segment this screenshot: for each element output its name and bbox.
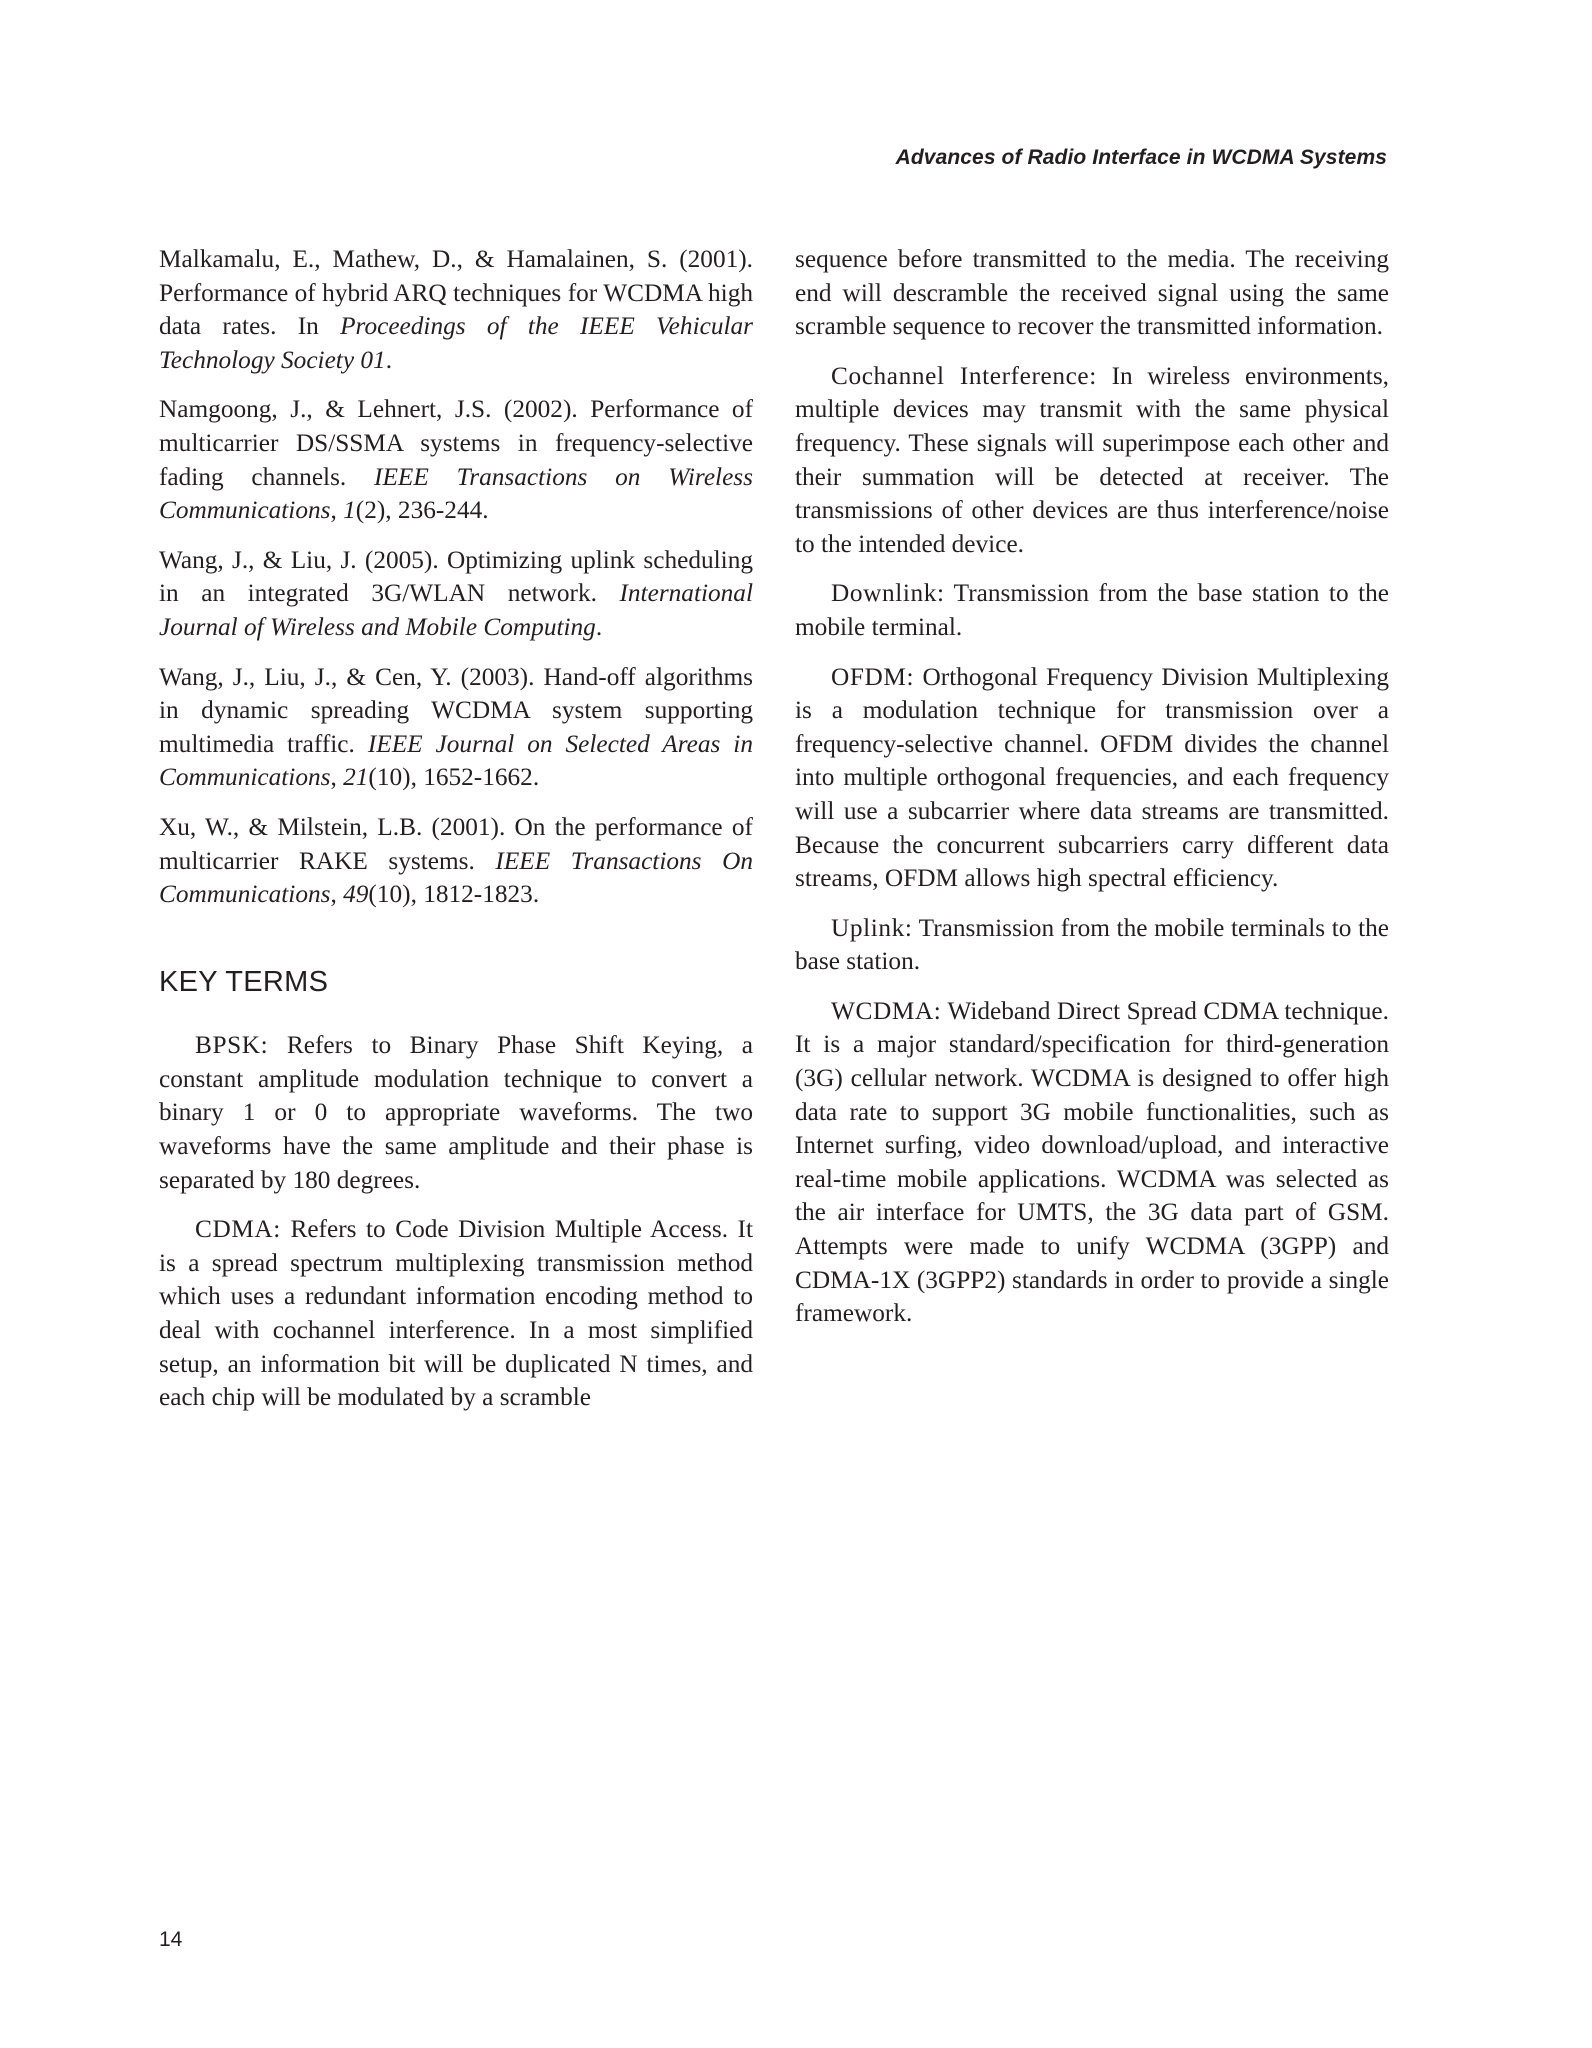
- term-definition: Wideband Direct Spread CDMA technique. It is a major standard/specification for third-generation (3G) cellular network. WCDMA is designed to offer high data rate to support 3G mobile functionalities, such as Internet surfing, video download/upload, and interactive real-time mobile applications. WCDMA was selected as the air interface for UMTS, the 3G data part of GSM. Attempts were made to unify WCDMA (3GPP) and CDMA-1X (3GPP2) standards in order to provide a single framework.: [795, 996, 1389, 1328]
- reference-source: International Journal of Wireless and Mobile Computing: [159, 579, 753, 641]
- reference-source: Proceedings of the IEEE Vehicular Technology Society 01: [159, 312, 753, 374]
- reference-source: IEEE Transactions on Wireless Communications: [159, 462, 753, 525]
- term-name: CDMA:: [195, 1215, 281, 1244]
- reference-item: [159, 544, 753, 645]
- term-name: Uplink:: [831, 913, 913, 942]
- term-definition: Refers to Code Division Multiple Access. It is a spread spectrum multiplexing transmission method which uses a redundant information encoding method to deal with cochannel interference. In a most simplified setup, an information bit will be duplicated N times, and each chip will be modulated by a scramble: [159, 1215, 753, 1412]
- term-ofdm: [795, 661, 1389, 896]
- reference-tail: .: [595, 612, 603, 641]
- term-definition: Orthogonal Frequency Division Multiplexing is a modulation technique for transmission over a frequency-selective channel. OFDM divides the channel into multiple orthogonal frequencies, and each frequency will use a subcarrier where data streams are transmitted. Because the concurrent subcarriers carry different data streams, OFDM allows high spectral efficiency.: [795, 662, 1389, 893]
- reference-sep: ,: [330, 880, 344, 909]
- term-name: BPSK:: [195, 1031, 269, 1060]
- term-name: Cochannel Interference:: [831, 361, 1097, 390]
- term-cdma-continuation: sequence before transmitted to the media. The receiving end will descramble the received signal using the same scramble sequence to recover the transmitted information.: [795, 245, 1389, 341]
- reference-item: [159, 243, 753, 377]
- reference-text: Wang, J., Liu, J., & Cen, Y. (2003). Hand-off algorithms in dynamic spreading WCDMA system supporting multimedia traffic.: [159, 662, 753, 758]
- term-definition: In wireless environments, multiple devices may transmit with the same physical frequency. These signals will superimpose each other and their summation will be detected at receiver. The transmissions of other devices are thus interference/noise to the intended device.: [795, 361, 1390, 558]
- reference-item: [159, 393, 753, 527]
- term-name: OFDM:: [831, 662, 915, 691]
- term-uplink: [795, 912, 1389, 979]
- reference-item: [159, 661, 753, 795]
- right-column: [795, 243, 1389, 1347]
- running-head: Advances of Radio Interface in WCDMA Systems: [895, 146, 1387, 169]
- reference-volume: 1: [343, 496, 356, 525]
- term-bpsk: [159, 1029, 753, 1197]
- key-terms-heading: KEY TERMS: [159, 965, 329, 998]
- term-name: WCDMA:: [831, 996, 942, 1025]
- reference-text: Namgoong, J., & Lehnert, J.S. (2002). Performance of multicarrier DS/SSMA systems in frequency-selective fading channels.: [159, 395, 753, 491]
- reference-sep: ,: [330, 763, 344, 792]
- reference-tail: (10), 1812-1823.: [368, 880, 540, 909]
- reference-text: Malkamalu, E., Mathew, D., & Hamalainen, S. (2001). Performance of hybrid ARQ techniques for WCDMA high data rates. In: [159, 245, 753, 341]
- page-number: 14: [159, 1928, 183, 1951]
- left-column: [159, 243, 753, 1431]
- term-definition: Refers to Binary Phase Shift Keying, a constant amplitude modulation technique to convert a binary 1 or 0 to appropriate waveforms. The two waveforms have the same amplitude and their phase is separated by 180 degrees.: [159, 1031, 753, 1194]
- reference-sep: ,: [330, 496, 344, 525]
- reference-item: [159, 811, 753, 912]
- reference-tail: (10), 1652-1662.: [368, 763, 540, 792]
- reference-source: IEEE Journal on Selected Areas in Communications: [159, 729, 753, 792]
- term-name: Downlink:: [831, 579, 945, 608]
- reference-volume: 49: [343, 880, 369, 909]
- term-definition: Transmission from the base station to the mobile terminal.: [795, 579, 1389, 641]
- term-wcdma: [795, 995, 1389, 1331]
- reference-tail: .: [385, 345, 393, 374]
- reference-text: Wang, J., & Liu, J. (2005). Optimizing uplink scheduling in an integrated 3G/WLAN network.: [159, 545, 753, 608]
- reference-tail: (2), 236-244.: [355, 496, 489, 525]
- reference-source: IEEE Transactions On Communications: [159, 846, 753, 909]
- term-cdma: [159, 1213, 753, 1415]
- reference-volume: 21: [343, 763, 369, 792]
- term-definition: Transmission from the mobile terminals to the base station.: [795, 913, 1389, 976]
- reference-text: Xu, W., & Milstein, L.B. (2001). On the performance of multicarrier RAKE systems.: [159, 812, 753, 875]
- term-cochannel-interference: [795, 360, 1389, 562]
- term-downlink: [795, 577, 1389, 644]
